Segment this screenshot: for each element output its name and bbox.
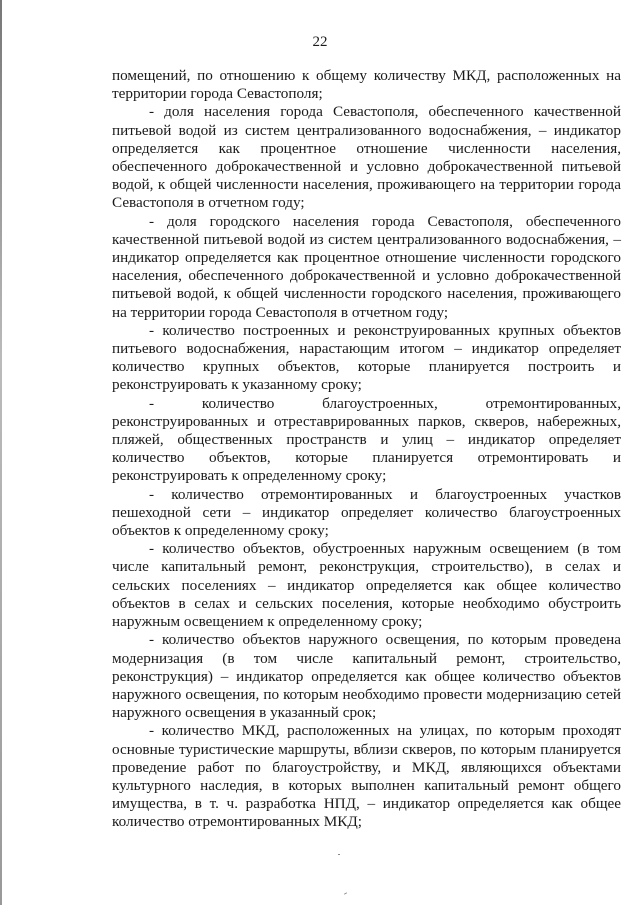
paragraph: - количество объектов наружного освещения, по которым проведена модернизация (в том числе капитальный ремонт, строительство, реконструкция) – индикатор определяется как общее количество объектов наружного освещения, по которым необходимо провести модернизацию сетей наружного освещения в указанный срок; [112, 631, 621, 722]
paragraph: - количество отремонтированных и благоустроенных участков пешеходной сети – индикатор определяет количество благоустроенных объектов к определенному сроку; [112, 485, 621, 540]
paragraph: - доля населения города Севастополя, обеспеченного качественной питьевой водой из систем централизованного водоснабжения, – индикатор определяется как процентное отношение численности населения, обеспеченного доброкачественной и условно доброкачественной питьевой водой, к общей численности населения, проживающего на территории города Севастополя в отчетном году; [112, 103, 621, 212]
paragraph: - количество МКД, расположенных на улицах, по которым проходят основные туристические маршруты, вблизи скверов, по которым планируется проведение работ по благоустройству, и МКД, являющихся объектами культурного наследия, в которых выполнен капитальный ремонт общего имущества, в т. ч. разработка НПД, – индикатор определяется как общее количество отремонтированных МКД; [112, 722, 621, 831]
scan-speck [338, 854, 340, 855]
paragraph: - количество построенных и реконструированных крупных объектов питьевого водоснабжения, нарастающим итогом – индикатор определяет количество крупных объектов, которые планируется построить и реконструировать к указанному сроку; [112, 321, 621, 394]
paragraph: - количество объектов, обустроенных наружным освещением (в том числе капитальный ремонт, реконструкция, строительство), в селах и сельских поселениях – индикатор определяется как общее количество объектов в селах и сельских поселения, которые необходимо обустроить наружным освещением к определенному сроку; [112, 540, 621, 631]
page-number: 22 [312, 34, 328, 50]
paragraph: помещений, по отношению к общему количеству МКД, расположенных на территории города Севастополя; [112, 67, 621, 103]
scan-left-edge [0, 0, 2, 905]
paragraph: - доля городского населения города Севастополя, обеспеченного качественной питьевой водой из систем централизованного водоснабжения, – индикатор определяется как процентное отношение численности городского населения, обеспеченного доброкачественной и условно доброкачественной питьевой водой, к общей численности городского населения, проживающего на территории города Севастополя в отчетном году; [112, 212, 621, 321]
scan-speck [344, 892, 347, 894]
paragraph: - количество благоустроенных, отремонтированных, реконструированных и отреставрированных парков, скверов, набережных, пляжей, общественных пространств и улиц – индикатор определяет количество объектов, которые планируется отремонтировать и реконструировать к определенному сроку; [112, 394, 621, 485]
document-body [112, 67, 621, 832]
